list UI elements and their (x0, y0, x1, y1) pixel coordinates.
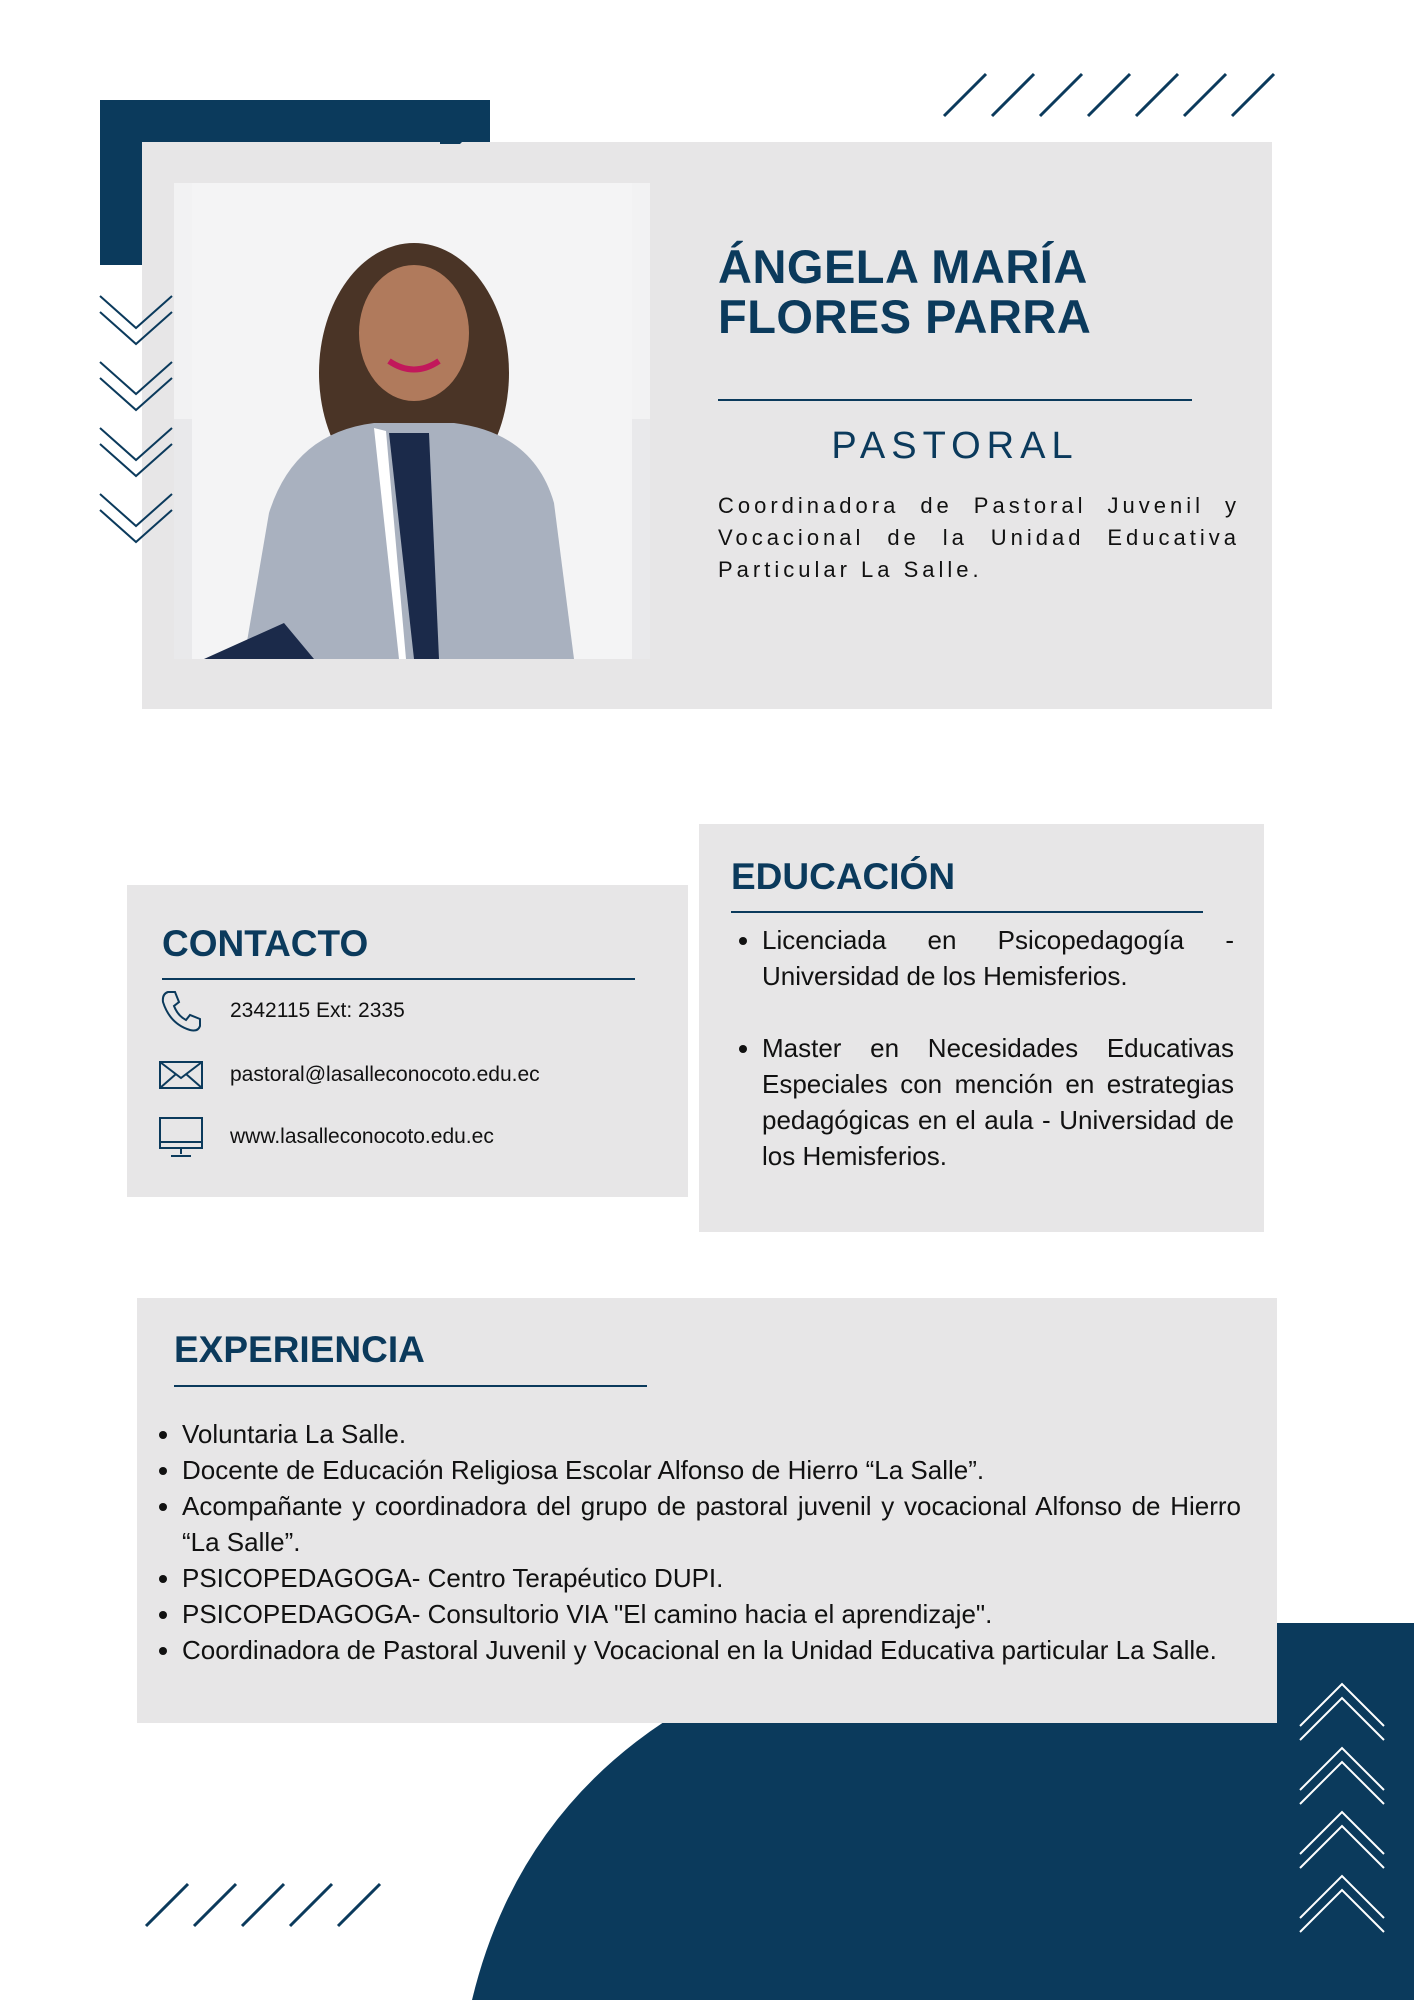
decorative-stripes-bottom (142, 1880, 387, 1930)
profile-photo (174, 183, 650, 659)
education-list (731, 922, 1234, 1210)
education-title: EDUCACIÓN (731, 856, 956, 897)
education-divider (731, 911, 1203, 913)
experience-item: • PSICOPEDAGOGA- Centro Terapéutico DUPI. (182, 1560, 1241, 1596)
decorative-corner-curve (440, 100, 500, 144)
experience-item: • Coordinadora de Pastoral Juvenil y Vocacional en la Unidad Educativa particular La Salle. (182, 1632, 1241, 1668)
decorative-chevrons-right (1296, 1678, 1390, 1938)
website-link[interactable]: www.lasalleconocoto.edu.ec (230, 1125, 494, 1148)
experience-item: • Voluntaria La Salle. (182, 1416, 1241, 1452)
name-line-2: FLORES PARRA (718, 290, 1092, 343)
education-item: • Master en Necesidades Educativas Especiales con mención en estrategias pedagógicas en el aula - Universidad de los Hemisferios. (762, 1030, 1234, 1174)
role-description: Coordinadora de Pastoral Juvenil y Vocacional de la Unidad Educativa Particular La Salle. (718, 493, 1240, 582)
name-divider (718, 399, 1192, 401)
contact-title: CONTACTO (162, 923, 369, 964)
experience-title: EXPERIENCIA (174, 1329, 425, 1370)
contact-divider (162, 978, 635, 980)
phone-icon (158, 988, 204, 1034)
mail-icon (158, 1052, 204, 1098)
decorative-stripes-top (940, 70, 1280, 120)
experience-list (150, 1416, 1241, 1668)
contact-email-row (158, 1052, 540, 1098)
experience-item: • Acompañante y coordinadora del grupo de pastoral juvenil y vocacional Alfonso de Hierro “La Salle”. (182, 1488, 1241, 1560)
email-link[interactable]: pastoral@lasalleconocoto.edu.ec (230, 1063, 540, 1086)
experience-item: • PSICOPEDAGOGA- Consultorio VIA "El camino hacia el aprendizaje". (182, 1596, 1241, 1632)
contact-website-row (158, 1114, 494, 1160)
phone-text: 2342115 Ext: 2335 (230, 999, 405, 1022)
experience-divider (174, 1385, 647, 1387)
experience-item: • Docente de Educación Religiosa Escolar Alfonso de Hierro “La Salle”. (182, 1452, 1241, 1488)
role-title: PASTORAL (831, 425, 1079, 467)
person-name (718, 242, 1258, 342)
monitor-icon (158, 1114, 204, 1160)
name-line-1: ÁNGELA MARÍA (718, 240, 1088, 293)
decorative-navy-curve (460, 1700, 1414, 2000)
decorative-chevrons-left (98, 292, 178, 552)
education-item: • Licenciada en Psicopedagogía - Universidad de los Hemisferios. (762, 922, 1234, 994)
contact-phone-row (158, 988, 405, 1034)
